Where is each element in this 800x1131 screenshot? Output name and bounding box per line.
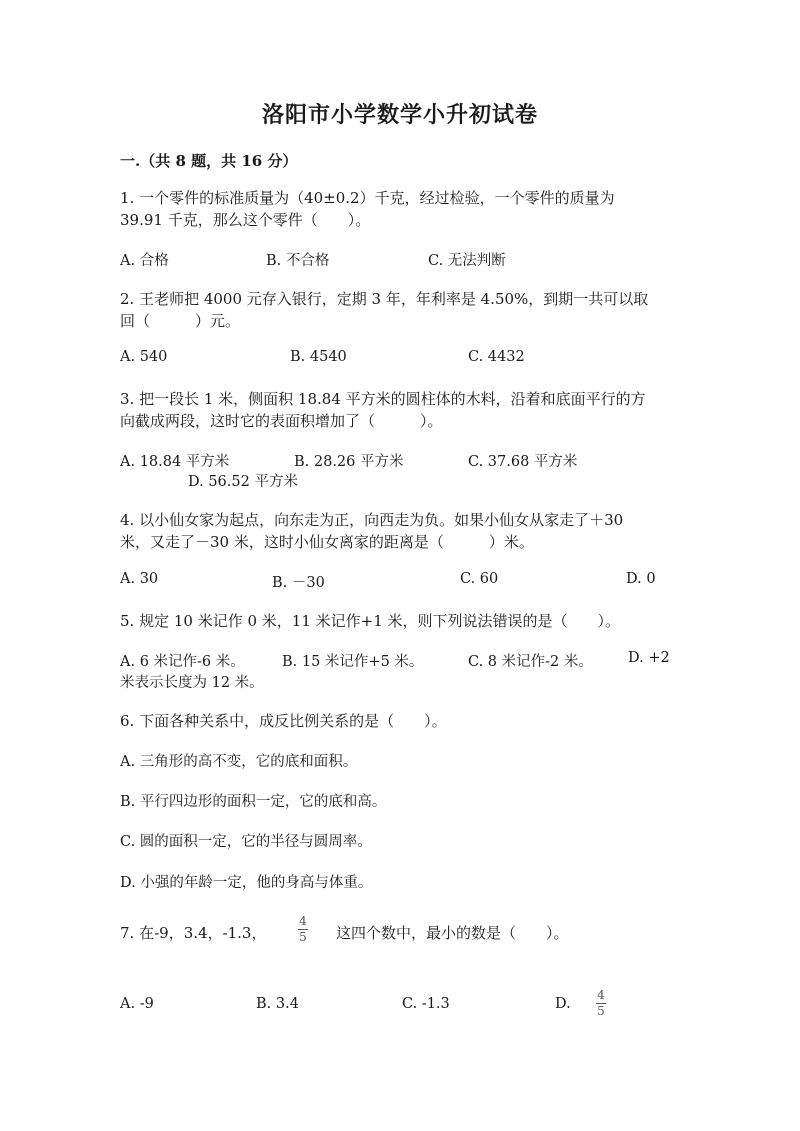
- question-3-line-2: 向截成两段，这时它的表面积增加了（ ）。: [120, 412, 443, 430]
- question-4-line-2: 米，又走了－30 米，这时小仙女离家的距离是（ ）米。: [120, 533, 534, 551]
- fraction-denominator: 5: [299, 930, 307, 944]
- question-2-line-2: 回（ ）元。: [120, 312, 241, 330]
- question-6-option-d: D. 小强的年龄一定，他的身高与体重。: [120, 875, 373, 891]
- question-7-option-d-fraction: [596, 989, 606, 1018]
- question-7-option-b: B. 3.4: [256, 996, 299, 1012]
- question-1-option-a: A. 合格: [120, 253, 169, 269]
- question-6-option-c: C. 圆的面积一定，它的半径与圆周率。: [120, 834, 372, 850]
- question-5-option-a: A. 6 米记作-6 米。: [120, 654, 245, 670]
- question-7-option-c: C. -1.3: [402, 996, 450, 1012]
- question-1-option-b: B. 不合格: [266, 253, 330, 269]
- question-5-option-d: D. +2: [628, 650, 670, 666]
- question-7-option-a: A. -9: [120, 996, 154, 1012]
- question-4-option-d: D. 0: [626, 571, 656, 587]
- section-heading: 一.（共 8 题，共 16 分）: [120, 152, 298, 170]
- question-3-option-a: A. 18.84 平方米: [120, 454, 230, 470]
- question-6-option-a: A. 三角形的高不变，它的底和面积。: [120, 754, 358, 770]
- question-7-fraction: [298, 915, 308, 944]
- question-7-line-1-after: 这四个数中，最小的数是（ ）。: [336, 924, 569, 942]
- question-7-line-1: 7. 在-9，3.4，-1.3，: [120, 924, 267, 942]
- question-4-line-1: 4. 以小仙女家为起点，向东走为正，向西走为负。如果小仙女从家走了＋30: [120, 511, 624, 529]
- question-5-option-b: B. 15 米记作+5 米。: [282, 654, 424, 670]
- question-3-option-b: B. 28.26 平方米: [294, 454, 404, 470]
- question-3-option-c: C. 37.68 平方米: [468, 454, 578, 470]
- question-6-line-1: 6. 下面各种关系中，成反比例关系的是（ ）。: [120, 712, 447, 730]
- question-5-line-1: 5. 规定 10 米记作 0 米，11 米记作+1 米，则下列说法错误的是（ ）。: [120, 612, 621, 630]
- question-5-option-d-continued: 米表示长度为 12 米。: [120, 675, 264, 691]
- question-7-option-d: D.: [555, 996, 571, 1012]
- fraction-numerator: 4: [597, 988, 605, 1002]
- question-2-option-b: B. 4540: [290, 349, 347, 365]
- question-4-option-c: C. 60: [460, 571, 499, 587]
- question-3-line-1: 3. 把一段长 1 米，侧面积 18.84 平方米的圆柱体的木料，沿着和底面平行的方: [120, 390, 646, 408]
- question-4-option-a: A. 30: [120, 571, 159, 587]
- question-4-option-b: B. －30: [272, 575, 325, 591]
- question-5-option-c: C. 8 米记作-2 米。: [468, 654, 593, 670]
- question-2-line-1: 2. 王老师把 4000 元存入银行，定期 3 年，年利率是 4.50%，到期一共可以取: [120, 290, 649, 308]
- question-6-option-b: B. 平行四边形的面积一定，它的底和高。: [120, 794, 387, 810]
- question-3-option-d: D. 56.52 平方米: [188, 474, 298, 490]
- question-1-option-c: C. 无法判断: [428, 253, 506, 269]
- question-2-option-a: A. 540: [120, 349, 168, 365]
- page-title: 洛阳市小学数学小升初试卷: [261, 102, 538, 128]
- fraction-denominator: 5: [597, 1004, 605, 1018]
- question-1-line-2: 39.91 千克，那么这个零件（ ）。: [120, 211, 371, 229]
- question-2-option-c: C. 4432: [468, 349, 525, 365]
- fraction-numerator: 4: [299, 914, 307, 928]
- question-1-line-1: 1. 一个零件的标准质量为（40±0.2）千克，经过检验，一个零件的质量为: [120, 189, 615, 207]
